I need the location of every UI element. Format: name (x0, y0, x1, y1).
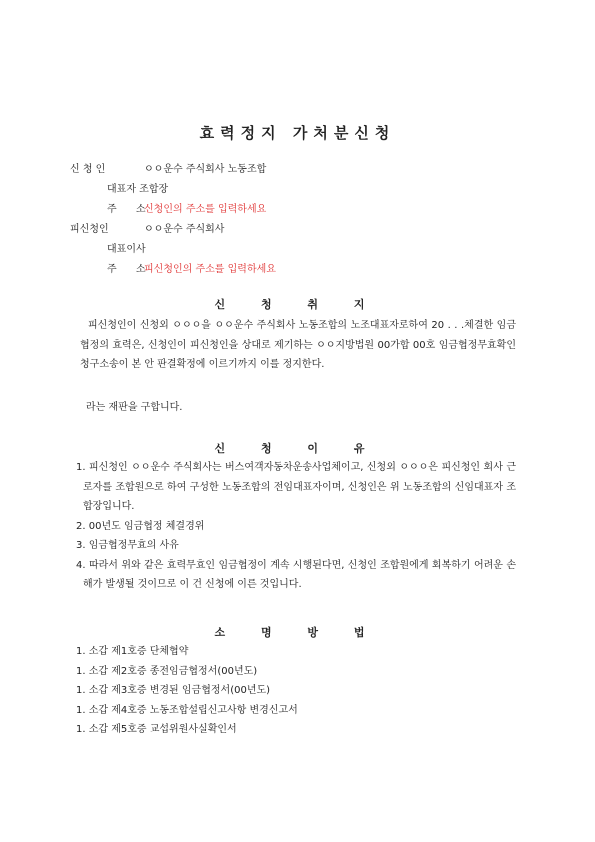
evidence-heading: 소 명 방 법 (214, 626, 381, 639)
respondent-address-placeholder[interactable]: 피신청인의 주소를 입력하세요 (144, 264, 276, 275)
applicant-label: 신 청 인 (70, 164, 106, 175)
reason-item: 3. 임금협정무효의 사유 (76, 540, 179, 551)
respondent-name: ㅇㅇ운수 주식회사 (144, 224, 225, 235)
reasons-heading: 신 청 이 유 (214, 442, 381, 455)
respondent-address-label: 주 소 (107, 264, 154, 275)
evidence-item: 1. 소갑 제2호증 종전임금협정서(00년도) (76, 665, 258, 677)
evidence-item: 1. 소갑 제3호증 변경된 임금협정서(00년도) (76, 685, 271, 696)
respondent-rep: 대표이사 (107, 244, 146, 255)
applicant-name: ㅇㅇ운수 주식회사 노동조합 (144, 164, 267, 175)
purpose-heading: 신 청 취 지 (214, 298, 381, 311)
reason-item: 2. 00년도 임금협정 체결경위 (76, 520, 205, 532)
reason-item: 4. 따라서 위와 같은 효력무효인 임금협정이 계속 시행된다면, 신청인 조합원에게 회복하기 어려운 손해가 발생될 것이므로 이 건 신청에 이른 것입니다. (76, 559, 516, 590)
reason-item: 1. 피신청인 ㅇㅇ운수 주식회사는 버스여객자동차운송사업체이고, 신청외 ㅇㅇㅇ은 피신청인 회사 근로자를 조합원으로 하여 구성한 노동조합의 전임대표자이며, 신청인은 위 노동조합의 신임대표자 조합장입니다. (76, 462, 516, 512)
evidence-item: 1. 소갑 제1호증 단체협약 (76, 646, 189, 657)
applicant-rep: 대표자 조합장 (107, 184, 169, 195)
reasons-list (76, 458, 516, 595)
evidence-item: 1. 소갑 제5호증 교섭위원사실확인서 (76, 724, 237, 735)
applicant-address-placeholder[interactable]: 신청인의 주소를 입력하세요 (144, 204, 267, 215)
respondent-label: 피신청인 (70, 224, 109, 235)
document-title: 효력정지 가처분신청 (199, 124, 396, 142)
purpose-closing: 라는 재판을 구합니다. (86, 402, 183, 413)
evidence-list (76, 642, 516, 740)
purpose-body: 피신청인이 신청외 ㅇㅇㅇ을 ㅇㅇ운수 주식회사 노동조합의 노조대표자로하여 20 . . .체결한 임금협정의 효력은, 신청인이 피신청인을 상대로 제기하는 ㅇㅇ지방법원 00가합 00호 임금협정무효확인청구소송이 본 안 판결확정에 이르기까지 이를 정지한다. (80, 320, 516, 370)
applicant-address-label: 주 소 (107, 204, 154, 215)
evidence-item: 1. 소갑 제4호증 노동조합설립신고사항 변경신고서 (76, 704, 298, 716)
